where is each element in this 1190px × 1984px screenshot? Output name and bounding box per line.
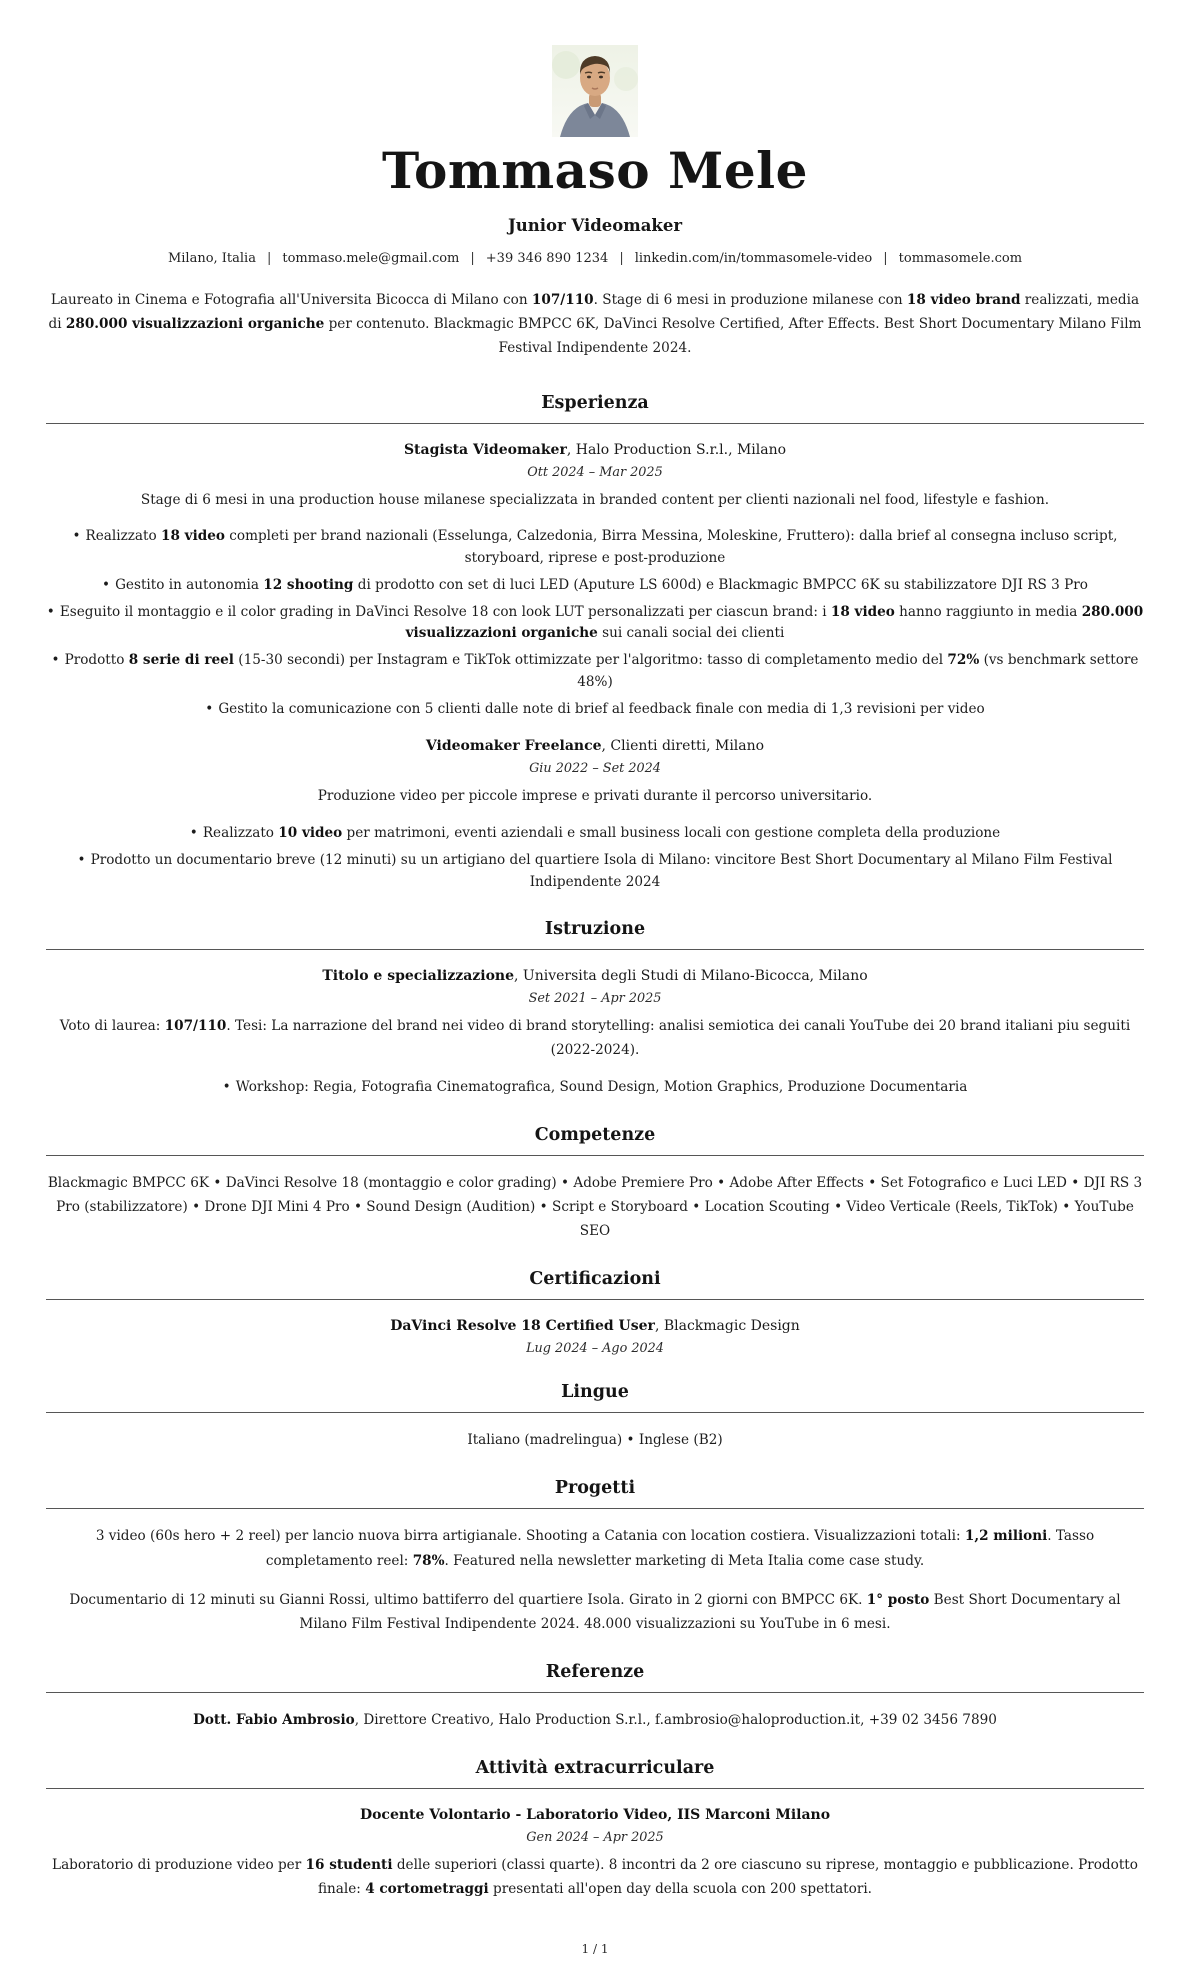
text-segment: (15-30 secondi) per Instagram e TikTok ottimizzate per l'algoritmo: tasso di completamento medio del <box>233 652 948 669</box>
resume-section <box>46 1478 1144 1636</box>
entry-date: Giu 2022 – Set 2024 <box>529 761 661 777</box>
text-segment: Realizzato <box>202 825 279 842</box>
entry-date: Ott 2024 – Mar 2025 <box>527 464 663 480</box>
entry-title <box>46 442 1144 458</box>
contact-item: linkedin.com/in/tommasomele-video <box>634 251 873 266</box>
text-segment: , Direttore Creativo, Halo Production S.r.l., f.ambrosio@haloproduction.it, +39 02 3456 7890 <box>354 1712 997 1729</box>
text-segment: per matrimoni, eventi aziendali e small business locali con gestione completa della produzione <box>342 825 1001 842</box>
bullet-glyph: • <box>205 700 214 717</box>
section-paragraph <box>46 1588 1144 1636</box>
resume-section <box>46 1758 1144 1902</box>
emphasized-text: Titolo e specializzazione <box>322 968 514 985</box>
contact-item: +39 346 890 1234 <box>485 251 609 266</box>
resume-section <box>46 1125 1144 1244</box>
text-segment: Prodotto un documentario breve (12 minuti) su un artigiano del quartiere Isola di Milano: vincitore Best Short Documentary al Milano Film Festival Indipendente 2024 <box>90 851 1113 890</box>
text-segment: presentati all'open day della scuola con 200 spettatori. <box>488 1881 872 1898</box>
bullet-list <box>46 526 1144 720</box>
entry-title <box>46 968 1144 984</box>
contact-item: tommaso.mele@gmail.com <box>282 251 460 266</box>
section-divider <box>46 1155 1144 1156</box>
emphasized-text: 10 video <box>278 825 343 842</box>
resume-section <box>46 1269 1144 1356</box>
section-paragraph <box>46 1171 1144 1244</box>
section-divider <box>46 423 1144 424</box>
summary-paragraph <box>46 288 1144 361</box>
section-divider <box>46 1508 1144 1509</box>
resume-section <box>46 1662 1144 1732</box>
contact-separator: | <box>470 251 475 266</box>
text-segment: 3 video (60s hero + 2 reel) per lancio nuova birra artigianale. Shooting a Catania con location costiera. Visualizzazioni totali: <box>95 1528 965 1545</box>
contact-separator: | <box>619 251 624 266</box>
section-blocks <box>46 1807 1144 1902</box>
emphasized-text: 8 serie di reel <box>128 652 234 669</box>
text-segment: (vs benchmark settore 48%) <box>577 652 1139 690</box>
sections-container <box>46 367 1144 1902</box>
emphasized-text: 12 shooting <box>263 576 354 593</box>
bullet-glyph: • <box>222 1078 231 1095</box>
text-segment: Blackmagic BMPCC 6K • DaVinci Resolve 18 (montaggio e color grading) • Adobe Premiere Pro • Adobe After Effects • Set Fotografico e Luci LED • DJI RS 3 Pro (stabilizzatore) • Drone DJI Mini 4 Pro • Sound Design (Audition) • Script e Storyboard • Location Scouting • Video Verticale (Reels, TikTok) • YouTube SEO <box>47 1174 1143 1240</box>
text-segment: Italiano (madrelingua) • Inglese (B2) <box>467 1432 723 1449</box>
text-segment: sui canali social dei clienti <box>597 625 785 642</box>
entry-description <box>46 1854 1144 1902</box>
entry-date: Lug 2024 – Ago 2024 <box>526 1341 664 1357</box>
section-block <box>46 1807 1144 1902</box>
bullet-item <box>46 850 1144 894</box>
text-segment: Gestito la comunicazione con 5 clienti dalle note di brief al feedback finale con media di 1,3 revisioni per video <box>218 700 985 717</box>
contact-separator: | <box>883 251 888 266</box>
text-segment: realizzati, media di <box>48 292 1140 333</box>
section-heading: Progetti <box>554 1478 636 1499</box>
section-paragraph <box>46 1708 1144 1732</box>
section-block <box>46 442 1144 721</box>
bullet-glyph: • <box>77 851 86 868</box>
section-blocks <box>46 968 1144 1098</box>
emphasized-text: 18 video <box>161 528 225 545</box>
job-title: Junior Videomaker <box>507 216 683 235</box>
text-segment: Laboratorio di produzione video per <box>52 1857 306 1874</box>
section-paragraph <box>46 1428 1144 1452</box>
contact-item: Milano, Italia <box>167 251 256 266</box>
section-divider <box>46 1692 1144 1693</box>
resume-section <box>46 1382 1144 1452</box>
text-segment: delle superiori (classi quarte). 8 incontri da 2 ore ciascuno su riprese, montaggio e pubblicazione. Prodotto finale: <box>317 1857 1138 1898</box>
text-segment: , Halo Production S.r.l., Milano <box>566 441 787 458</box>
section-block <box>46 968 1144 1098</box>
section-heading: Istruzione <box>544 919 646 940</box>
emphasized-text: 18 video brand <box>906 292 1021 308</box>
section-blocks <box>46 1318 1144 1356</box>
text-segment: Produzione video per piccole imprese e privati durante il percorso universitario. <box>317 788 873 805</box>
emphasized-text: Videomaker Freelance <box>425 738 602 755</box>
section-block <box>46 1524 1144 1572</box>
emphasized-text: Dott. Fabio Ambrosio <box>193 1712 355 1729</box>
text-segment: . Featured nella newsletter marketing di Meta Italia come case study. <box>444 1552 925 1569</box>
text-segment: completi per brand nazionali (Esselunga, Calzedonia, Birra Messina, Moleskine, Fruttero): dalla brief al consegna incluso script, storyboard, riprese e post-produzione <box>224 528 1118 567</box>
bullet-item <box>46 823 1144 845</box>
section-block <box>46 1318 1144 1356</box>
section-blocks <box>46 442 1144 894</box>
section-block <box>46 1708 1144 1732</box>
contact-line <box>46 251 1144 266</box>
bullet-item <box>46 526 1144 570</box>
text-segment: Gestito in autonomia <box>115 576 264 593</box>
section-heading: Lingue <box>561 1382 629 1403</box>
text-segment: Realizzato <box>85 528 162 545</box>
text-segment: , Blackmagic Design <box>654 1318 800 1335</box>
resume-section <box>46 393 1144 894</box>
text-segment: Voto di laurea: <box>59 1018 165 1035</box>
entry-title <box>46 738 1144 754</box>
profile-photo-illustration <box>552 45 638 137</box>
emphasized-text: 280.000 visualizzazioni organiche <box>405 603 1144 642</box>
section-heading: Certificazioni <box>529 1269 661 1290</box>
bullet-list <box>46 1077 1144 1099</box>
bullet-glyph: • <box>72 528 81 545</box>
emphasized-text: 107/110 <box>531 292 594 308</box>
candidate-name: Tommaso Mele <box>382 141 808 200</box>
emphasized-text: 18 video <box>830 603 895 620</box>
bullet-list <box>46 823 1144 893</box>
section-divider <box>46 1788 1144 1789</box>
contact-item: tommasomele.com <box>898 251 1023 266</box>
emphasized-text: 78% <box>412 1552 445 1569</box>
resume-header <box>46 45 1144 367</box>
text-segment: Workshop: Regia, Fotografia Cinematografica, Sound Design, Motion Graphics, Produzione Documentaria <box>235 1078 968 1095</box>
text-segment: . Tasso completamento reel: <box>265 1528 1095 1569</box>
section-heading: Competenze <box>534 1124 656 1145</box>
section-block <box>46 1171 1144 1244</box>
text-segment: hanno raggiunto in media <box>894 603 1082 620</box>
section-block <box>46 1588 1144 1636</box>
text-segment: Eseguito il montaggio e il color grading in DaVinci Resolve 18 con look LUT personalizzati per ciascun brand: i <box>59 603 831 620</box>
entry-description <box>46 489 1144 513</box>
entry-date: Gen 2024 – Apr 2025 <box>526 1830 664 1846</box>
section-divider <box>46 949 1144 950</box>
bullet-item <box>46 699 1144 721</box>
entry-description <box>46 1015 1144 1063</box>
emphasized-text: 16 studenti <box>305 1857 393 1874</box>
bullet-item <box>46 1077 1144 1099</box>
profile-photo <box>552 45 638 137</box>
section-blocks <box>46 1524 1144 1636</box>
bullet-glyph: • <box>46 603 55 620</box>
entry-description <box>46 785 1144 809</box>
section-heading: Attività extracurriculare <box>475 1758 715 1779</box>
section-heading: Esperienza <box>541 392 649 413</box>
section-blocks <box>46 1708 1144 1732</box>
emphasized-text: Docente Volontario - Laboratorio Video, IIS Marconi Milano <box>359 1807 831 1824</box>
text-segment: per contenuto. Blackmagic BMPCC 6K, DaVinci Resolve Certified, After Effects. Best Short Documentary Milano Film Festival Indipendente 2024. <box>324 316 1142 357</box>
entry-date: Set 2021 – Apr 2025 <box>528 991 662 1007</box>
text-segment: Laureato in Cinema e Fotografia all'Universita Bicocca di Milano con <box>50 292 532 308</box>
bullet-glyph: • <box>102 576 111 593</box>
emphasized-text: 1° posto <box>866 1591 930 1608</box>
text-segment: , Universita degli Studi di Milano-Bicocca, Milano <box>514 968 868 985</box>
bullet-item <box>46 575 1144 597</box>
bullet-item <box>46 602 1144 646</box>
emphasized-text: 4 cortometraggi <box>365 1881 489 1898</box>
section-heading: Referenze <box>545 1662 645 1683</box>
bullet-glyph: • <box>189 825 198 842</box>
section-block <box>46 1428 1144 1452</box>
emphasized-text: 1,2 milioni <box>964 1528 1048 1545</box>
text-segment: Prodotto <box>64 652 129 669</box>
bullet-glyph: • <box>51 652 60 669</box>
text-segment: , Clienti diretti, Milano <box>601 738 765 755</box>
emphasized-text: DaVinci Resolve 18 Certified User <box>390 1318 655 1335</box>
section-blocks <box>46 1428 1144 1452</box>
resume-section <box>46 919 1144 1098</box>
section-block <box>46 738 1144 893</box>
text-segment: . Tesi: La narrazione del brand nei video di brand storytelling: analisi semiotica dei canali YouTube dei 20 brand italiani piu seguiti (2022-2024). <box>226 1018 1131 1059</box>
page-number: 1 / 1 <box>581 1941 609 1956</box>
emphasized-text: Stagista Videomaker <box>403 441 567 458</box>
text-segment: . Stage di 6 mesi in produzione milanese con <box>593 292 907 308</box>
section-divider <box>46 1412 1144 1413</box>
bullet-item <box>46 650 1144 694</box>
section-blocks <box>46 1171 1144 1244</box>
emphasized-text: 107/110 <box>164 1018 227 1035</box>
contact-separator: | <box>266 251 272 266</box>
section-paragraph <box>46 1524 1144 1572</box>
text-segment: Documentario di 12 minuti su Gianni Rossi, ultimo battiferro del quartiere Isola. Girato in 2 giorni con BMPCC 6K. <box>69 1591 867 1608</box>
text-segment: Best Short Documentary al Milano Film Festival Indipendente 2024. 48.000 visualizzazioni su YouTube in 6 mesi. <box>299 1591 1121 1632</box>
emphasized-text: 72% <box>947 652 980 669</box>
section-divider <box>46 1299 1144 1300</box>
text-segment: Stage di 6 mesi in una production house milanese specializzata in branded content per clienti nazionali nel food, lifestyle e fashion. <box>140 491 1050 508</box>
entry-title <box>46 1807 1144 1823</box>
emphasized-text: 280.000 visualizzazioni organiche <box>65 316 325 333</box>
entry-title <box>46 1318 1144 1334</box>
text-segment: di prodotto con set di luci LED (Aputure LS 600d) e Blackmagic BMPCC 6K su stabilizzatore DJI RS 3 Pro <box>353 576 1088 593</box>
